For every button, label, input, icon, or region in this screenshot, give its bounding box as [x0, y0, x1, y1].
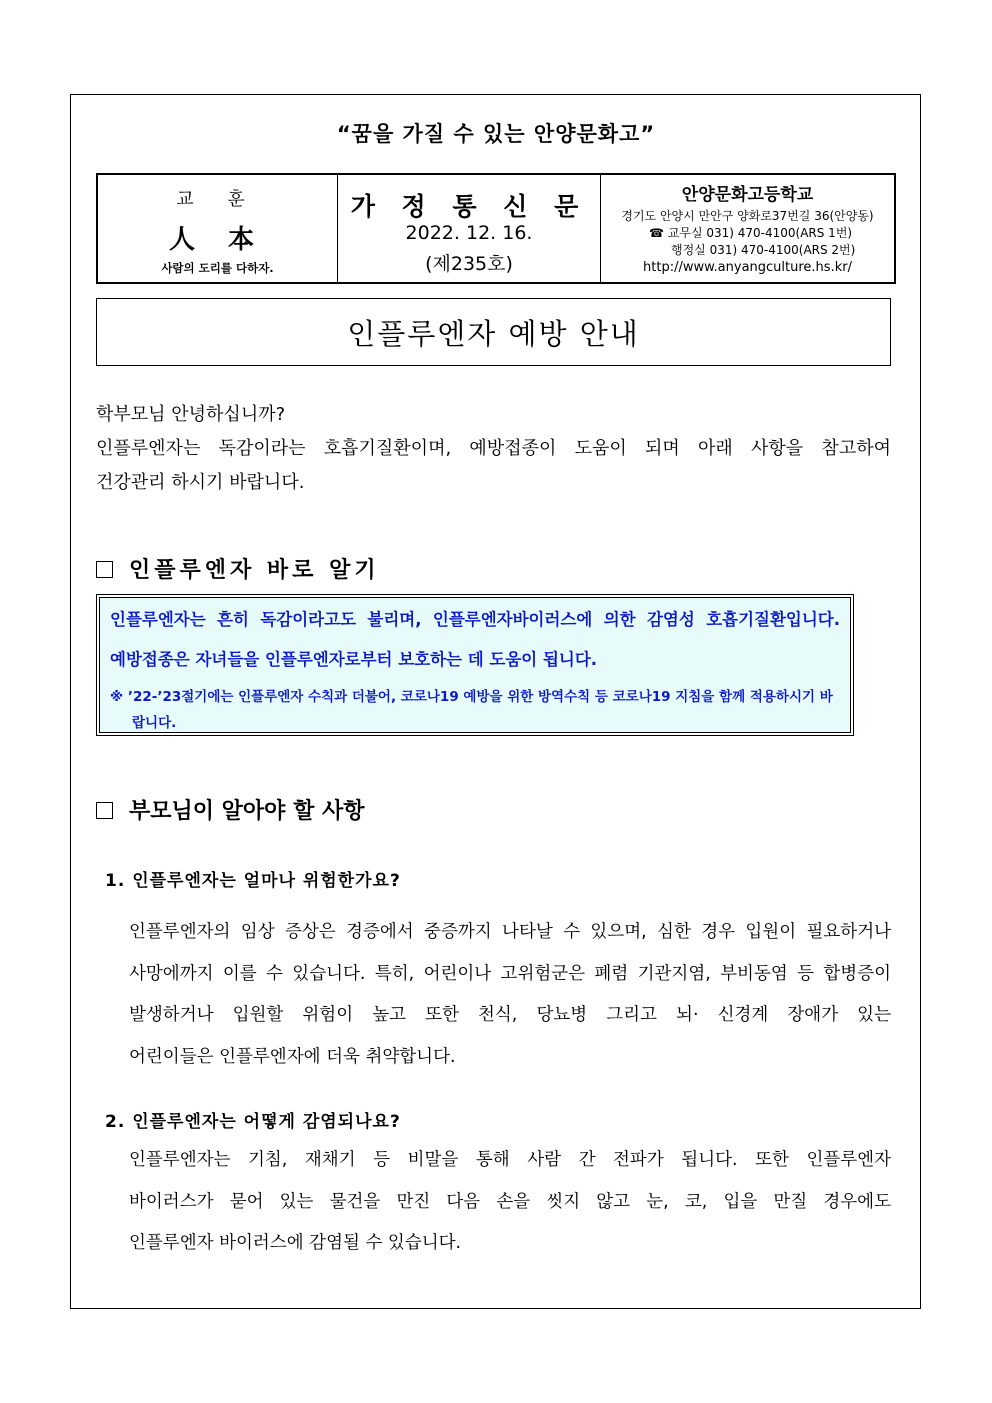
school-name: 안양문화고등학교: [681, 185, 814, 205]
question-1-title: 1. 인플루엔자는 얼마나 위험한가요?: [105, 871, 401, 891]
answer-line: 인플루엔자의 임상 증상은 경증에서 중증까지 나타날 수 있으며, 심한 경우 입원이 필요하거나: [129, 922, 891, 942]
newsletter-header: [96, 173, 896, 284]
info-line-2: 예방접종은 자녀들을 인플루엔자로부터 보호하는 데 도움이 됩니다.: [110, 650, 598, 669]
info-box: [96, 594, 854, 736]
motto-description: 사람의 도리를 다하자.: [161, 261, 274, 275]
school-motto: 人 本: [168, 225, 267, 255]
question-2-answer: [129, 1140, 891, 1265]
motto-label: 교 훈: [176, 189, 259, 210]
school-address: 경기도 안양시 만안구 양화로37번길 36(안양동): [621, 209, 874, 223]
section-heading-2: 부모님이 알아야 할 사항: [96, 794, 365, 825]
document-title: 인플루엔자 예방 안내: [347, 316, 640, 351]
newsletter-cell: [338, 175, 601, 282]
school-info-cell: [601, 175, 894, 282]
info-note: ※ ’22-’23절기에는 인플루엔자 수칙과 더불어, 코로나19 예방을 위한 방역수칙 등 코로나19 지침을 함께 적용하시기 바랍니다.: [110, 689, 833, 731]
answer-line: 사망에까지 이를 수 있습니다. 특히, 어린이나 고위험군은 폐렴 기관지염, 부비동염 등 합병증이: [129, 963, 891, 984]
question-2-title: 2. 인플루엔자는 어떻게 감염되나요?: [105, 1112, 401, 1132]
checkbox-icon: [96, 802, 113, 819]
phone-admin: 행정실 031) 470-4100(ARS 2번): [671, 243, 856, 257]
info-line-1: 인플루엔자는 흔히 독감이라고도 불리며, 인플루엔자바이러스에 의한 감염성 호흡기질환입니다.: [110, 610, 840, 629]
answer-line: 인플루엔자 바이러스에 감염될 수 있습니다.: [129, 1233, 462, 1253]
answer-line: 발생하거나 입원할 위험이 높고 또한 천식, 당뇨병 그리고 뇌· 신경계 장애가 있는: [129, 1005, 891, 1025]
motto-cell: [98, 175, 338, 282]
school-slogan: “꿈을 가질 수 있는 안양문화고”: [336, 122, 656, 146]
info-box-inner: [99, 597, 851, 733]
intro-line-1: 인플루엔자는 독감이라는 호흡기질환이며, 예방접종이 도움이 되며 아래 사항을 참고하여: [96, 438, 891, 459]
greeting: 학부모님 안녕하십니까?: [96, 404, 286, 425]
answer-line: 어린이들은 인플루엔자에 더욱 취약합니다.: [129, 1046, 456, 1067]
document-title-box: [96, 298, 891, 366]
answer-line: 인플루엔자는 기침, 재채기 등 비말을 통해 사람 간 전파가 됩니다. 또한 인플루엔자: [129, 1150, 891, 1170]
checkbox-icon: [96, 561, 113, 578]
answer-line: 바이러스가 묻어 있는 물건을 만진 다음 손을 씻지 않고 눈, 코, 입을 만질 경우에도: [129, 1191, 891, 1212]
newsletter-issue: (제235호): [425, 253, 513, 275]
section-heading-1: 인플루엔자 바로 알기: [96, 553, 380, 584]
newsletter-date: 2022. 12. 16.: [405, 222, 533, 244]
phone-office: ☎ 교무실 031) 470-4100(ARS 1번): [649, 226, 853, 240]
newsletter-title: 가 정 통 신 문: [350, 192, 588, 221]
question-1-answer: [129, 912, 891, 1078]
school-url[interactable]: http://www.anyangculture.hs.kr/: [643, 260, 852, 275]
intro-line-2: 건강관리 하시기 바랍니다.: [96, 472, 305, 493]
